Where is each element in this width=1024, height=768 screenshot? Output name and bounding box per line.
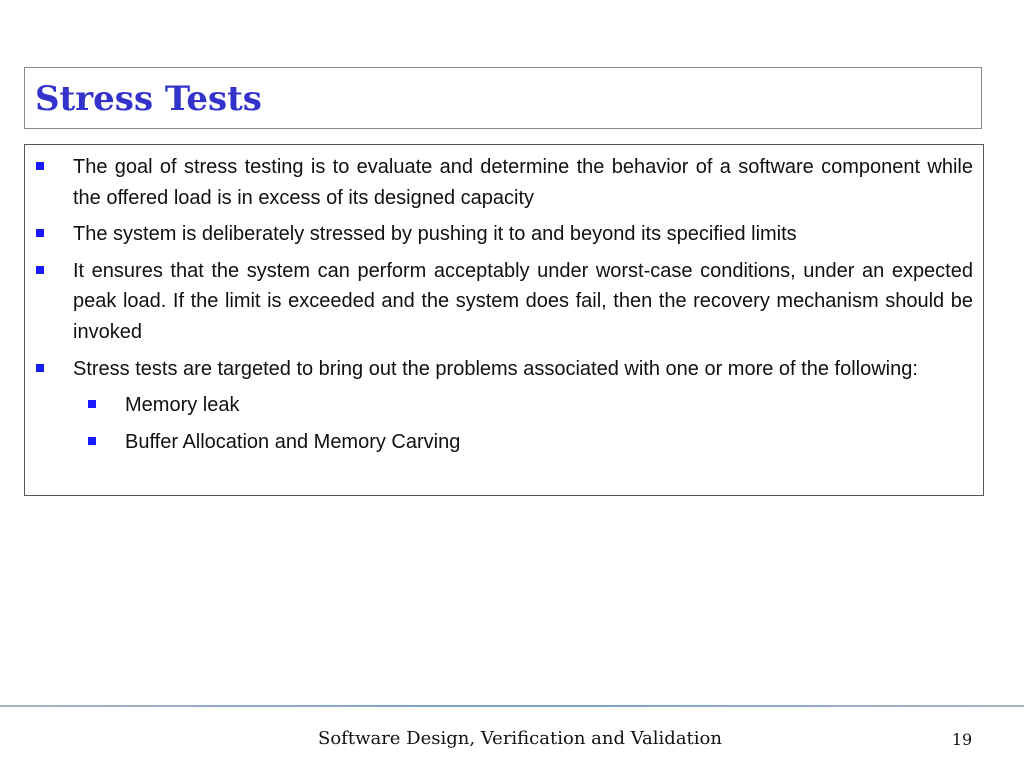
bullet-text: Stress tests are targeted to bring out the problems associated with one or more of the following: — [73, 357, 918, 380]
page-number: 19 — [951, 730, 973, 749]
sub-bullet-text: Memory leak — [125, 394, 240, 417]
bullet-list — [25, 152, 983, 463]
square-bullet-icon — [36, 266, 44, 274]
footer-course-title: Software Design, Verification and Validation — [318, 728, 722, 749]
bullet-item — [25, 219, 983, 250]
footer-rule — [0, 705, 1024, 707]
bullet-text: The system is deliberately stressed by pushing it to and beyond its specified limits — [73, 223, 797, 246]
sub-bullet-item — [25, 427, 983, 458]
sub-bullet-text: Buffer Allocation and Memory Carving — [125, 430, 461, 453]
sub-bullet-item — [25, 390, 983, 421]
square-bullet-icon — [88, 437, 96, 445]
square-bullet-icon — [88, 400, 96, 408]
bullet-item — [25, 152, 983, 213]
bullet-text: The goal of stress testing is to evaluate and determine the behavior of a software component while the offered load is in excess of its designed capacity — [73, 156, 973, 209]
bullet-item — [25, 256, 983, 348]
slide-title-box — [24, 67, 982, 129]
slide-content-box — [24, 144, 984, 496]
square-bullet-icon — [36, 162, 44, 170]
bullet-text: It ensures that the system can perform acceptably under worst-case conditions, under an expected peak load. If the limit is exceeded and the system does fail, then the recovery mechanism should be invoked — [73, 259, 973, 343]
slide-title: Stress Tests — [35, 79, 262, 119]
square-bullet-icon — [36, 229, 44, 237]
bullet-item — [25, 354, 983, 385]
square-bullet-icon — [36, 364, 44, 372]
